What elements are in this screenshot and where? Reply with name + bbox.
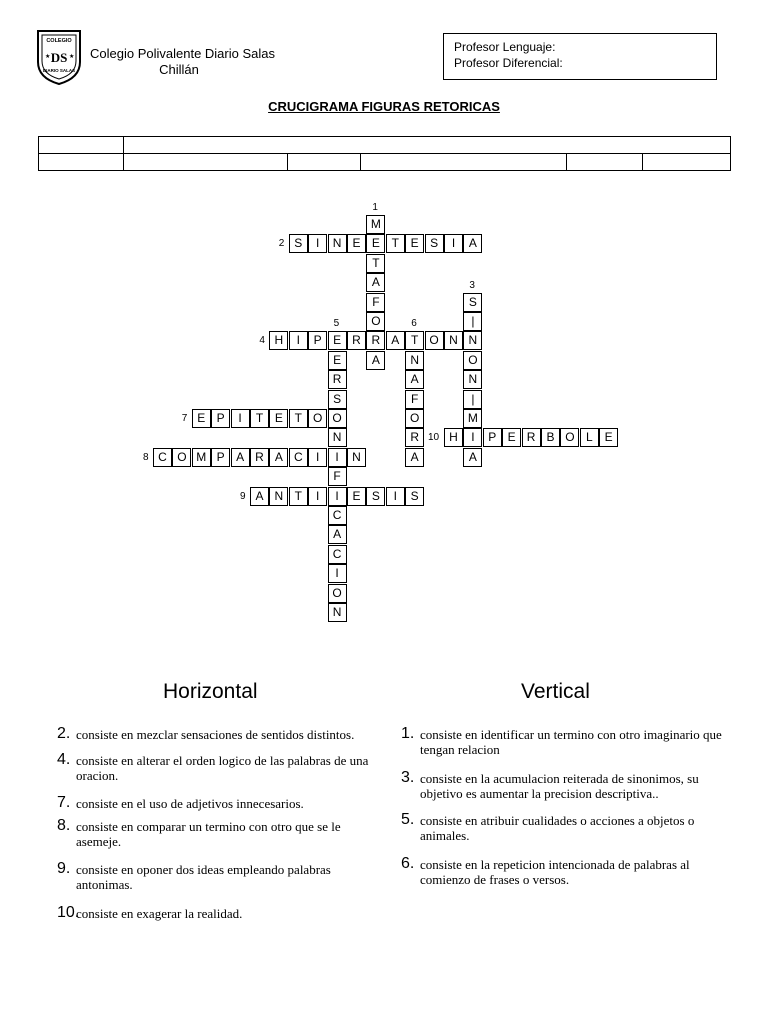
clue-text: consiste en el uso de adjetivos innecesarios. xyxy=(76,796,304,811)
form-cell[interactable] xyxy=(124,137,731,154)
crossword-cell[interactable]: I xyxy=(328,448,347,467)
crossword-number: 9 xyxy=(240,490,246,502)
form-cell[interactable] xyxy=(361,154,567,171)
crossword-cell[interactable]: F xyxy=(405,390,424,409)
crossword-cell[interactable]: R xyxy=(522,428,541,447)
clue-number: 8. xyxy=(57,817,71,834)
crossword-cell[interactable]: E xyxy=(269,409,288,428)
crossword-cell[interactable]: T xyxy=(366,254,385,273)
crossword-cell[interactable]: I xyxy=(289,331,308,350)
crossword-cell[interactable]: C xyxy=(328,545,347,564)
crossword-cell[interactable]: N xyxy=(405,351,424,370)
teachers-box xyxy=(443,33,717,80)
crossword-cell[interactable]: A xyxy=(366,351,385,370)
clue-number: 10. xyxy=(57,904,80,921)
crossword-cell[interactable]: O xyxy=(560,428,579,447)
crossword-cell[interactable]: E xyxy=(599,428,618,447)
crossword-cell[interactable]: O xyxy=(425,331,444,350)
crossword-cell[interactable]: I xyxy=(444,234,463,253)
crossword-cell[interactable]: T xyxy=(250,409,269,428)
crossword-cell[interactable]: M xyxy=(463,409,482,428)
crossword-number: 8 xyxy=(143,451,149,463)
crossword-number: 6 xyxy=(411,318,417,330)
crossword-cell[interactable]: T xyxy=(289,487,308,506)
clue-number: 9. xyxy=(57,860,71,877)
crossword-cell[interactable]: O xyxy=(463,351,482,370)
crossword-cell[interactable]: E xyxy=(502,428,521,447)
page-title: CRUCIGRAMA FIGURAS RETORICAS xyxy=(268,99,500,114)
crossword-cell[interactable]: N xyxy=(328,234,347,253)
crossword-cell[interactable]: R xyxy=(250,448,269,467)
horizontal-clue xyxy=(57,817,376,849)
crossword-cell[interactable]: I xyxy=(231,409,250,428)
form-cell[interactable] xyxy=(288,154,361,171)
crossword-cell[interactable]: I xyxy=(328,487,347,506)
form-cell[interactable] xyxy=(643,154,731,171)
clue-text: consiste en atribuir cualidades o acciones a objetos o animales. xyxy=(420,813,695,843)
clue-number: 2. xyxy=(57,725,71,742)
school-info xyxy=(90,46,275,78)
clue-number: 3. xyxy=(401,769,415,786)
crossword-cell[interactable]: | xyxy=(463,312,482,331)
form-cell[interactable] xyxy=(124,154,288,171)
crossword-cell[interactable]: H xyxy=(269,331,288,350)
school-crest-logo xyxy=(35,28,83,86)
crossword-cell[interactable]: I xyxy=(463,428,482,447)
clue-text: consiste en comparar un termino con otro que se le asemeje. xyxy=(76,819,341,849)
clue-number: 6. xyxy=(401,855,415,872)
crossword-cell[interactable]: I xyxy=(386,487,405,506)
svg-text:★: ★ xyxy=(45,53,51,60)
clue-text: consiste en la acumulacion reiterada de sinonimos, su objetivo es aumentar la precision descriptiva.. xyxy=(420,771,699,801)
crossword-cell[interactable]: M xyxy=(192,448,211,467)
horizontal-clue xyxy=(57,751,396,783)
clue-number: 4. xyxy=(57,751,71,768)
crossword-cell[interactable]: E xyxy=(366,234,385,253)
crossword-number: 3 xyxy=(469,279,475,291)
crossword-cell[interactable]: E xyxy=(192,409,211,428)
school-city: Chillán xyxy=(159,62,199,77)
crossword-cell[interactable]: M xyxy=(366,215,385,234)
crossword-cell[interactable]: S xyxy=(328,390,347,409)
teacher-differential-label: Profesor Diferencial: xyxy=(454,56,563,70)
crossword-cell[interactable]: S xyxy=(405,487,424,506)
crossword-cell[interactable]: T xyxy=(289,409,308,428)
crossword-cell[interactable]: L xyxy=(580,428,599,447)
crossword-cell[interactable]: S xyxy=(289,234,308,253)
crossword-cell[interactable]: I xyxy=(308,234,327,253)
logo-text-bottom: DIARIO SALAS xyxy=(42,68,76,73)
crossword-cell[interactable]: A xyxy=(405,370,424,389)
crossword-cell[interactable]: A xyxy=(269,448,288,467)
crossword-cell[interactable]: | xyxy=(463,390,482,409)
crossword-cell[interactable]: T xyxy=(386,234,405,253)
crossword-cell[interactable]: H xyxy=(444,428,463,447)
crossword-cell[interactable]: N xyxy=(328,428,347,447)
crossword-cell[interactable]: E xyxy=(328,351,347,370)
crossword-number: 4 xyxy=(259,335,265,347)
horizontal-clue xyxy=(57,794,396,811)
crossword-cell[interactable]: E xyxy=(347,234,366,253)
crossword-cell[interactable]: E xyxy=(328,331,347,350)
form-cell[interactable] xyxy=(567,154,643,171)
crossword-cell[interactable]: R xyxy=(347,331,366,350)
crossword-cell[interactable]: O xyxy=(366,312,385,331)
crossword-cell[interactable]: P xyxy=(211,448,230,467)
clue-text: consiste en exagerar la realidad. xyxy=(76,906,243,921)
form-cell[interactable] xyxy=(39,154,124,171)
crossword-cell[interactable]: I xyxy=(308,487,327,506)
crossword-cell[interactable]: P xyxy=(308,331,327,350)
vertical-clue xyxy=(401,725,730,757)
crossword-number: 2 xyxy=(278,238,285,250)
crossword-cell[interactable]: O xyxy=(308,409,327,428)
horizontal-clue xyxy=(57,860,376,892)
crossword-cell[interactable]: F xyxy=(366,293,385,312)
crossword-cell[interactable]: A xyxy=(231,448,250,467)
clue-number: 7. xyxy=(57,794,71,811)
crossword-cell[interactable]: S xyxy=(425,234,444,253)
crossword-cell[interactable]: N xyxy=(463,370,482,389)
crossword-number: 7 xyxy=(181,413,188,424)
clue-text: consiste en mezclar sensaciones de sentidos distintos. xyxy=(76,727,355,742)
crossword-cell[interactable]: T xyxy=(405,331,424,350)
crossword-cell[interactable]: O xyxy=(328,584,347,603)
crossword-cell[interactable]: A xyxy=(328,525,347,544)
crossword-cell[interactable]: N xyxy=(463,331,482,350)
crossword-cell[interactable]: O xyxy=(328,409,347,428)
form-cell[interactable] xyxy=(39,137,124,154)
crossword-cell[interactable]: A xyxy=(463,448,482,467)
form-row xyxy=(39,137,731,154)
logo-text-mid: DS xyxy=(50,50,68,65)
crossword-number: 10 xyxy=(428,432,440,444)
horizontal-title: Horizontal xyxy=(163,680,258,703)
crossword-number: 1 xyxy=(372,202,378,213)
crossword-cell[interactable]: A xyxy=(250,487,269,506)
crossword-cell[interactable]: I xyxy=(328,564,347,583)
crossword-cell[interactable]: A xyxy=(463,234,482,253)
crossword-number: 5 xyxy=(333,318,340,330)
clue-text: consiste en oponer dos ideas empleando palabras antonimas. xyxy=(76,862,331,892)
crossword-cell[interactable]: R xyxy=(328,370,347,389)
logo-text-top: COLEGIO xyxy=(46,38,72,44)
vertical-clue xyxy=(401,769,730,801)
school-name: Colegio Polivalente Diario Salas xyxy=(90,46,275,61)
crossword-cell[interactable]: R xyxy=(405,428,424,447)
crossword-cell[interactable]: R xyxy=(366,331,385,350)
svg-text:★: ★ xyxy=(69,53,75,60)
crossword-cell[interactable]: N xyxy=(269,487,288,506)
vertical-title: Vertical xyxy=(521,680,590,703)
crossword-cell[interactable]: P xyxy=(483,428,502,447)
horizontal-clue xyxy=(57,904,396,921)
crossword-cell[interactable]: O xyxy=(172,448,191,467)
crossword-cell[interactable]: E xyxy=(405,234,424,253)
clue-text: consiste en alterar el orden logico de las palabras de una oracion. xyxy=(76,753,369,783)
clue-number: 5. xyxy=(401,811,415,828)
crossword-cell[interactable]: N xyxy=(328,603,347,622)
crossword-cell[interactable]: F xyxy=(328,467,347,486)
crossword-cell[interactable]: N xyxy=(347,448,366,467)
crossword-cell[interactable]: B xyxy=(541,428,560,447)
crossword-cell[interactable]: I xyxy=(308,448,327,467)
clue-number: 1. xyxy=(401,725,415,742)
student-info-table xyxy=(38,136,731,171)
vertical-clue xyxy=(401,855,730,887)
crossword-cell[interactable]: P xyxy=(211,409,230,428)
crossword-cell[interactable]: E xyxy=(347,487,366,506)
crossword-cell[interactable]: O xyxy=(405,409,424,428)
horizontal-clue xyxy=(57,725,396,742)
crossword-cell[interactable]: C xyxy=(153,448,172,467)
vertical-clue xyxy=(401,811,720,843)
clue-text: consiste en la repeticion intencionada de palabras al comienzo de frases o versos. xyxy=(420,857,690,887)
teacher-language-label: Profesor Lenguaje: xyxy=(454,40,556,54)
crossword-cell[interactable]: A xyxy=(366,273,385,292)
crossword-cell[interactable]: A xyxy=(386,331,405,350)
crossword-cell[interactable]: C xyxy=(289,448,308,467)
crossword-cell[interactable]: S xyxy=(463,293,482,312)
crossword-cell[interactable]: S xyxy=(366,487,385,506)
clue-text: consiste en identificar un termino con otro imaginario que tengan relacion xyxy=(420,727,722,757)
crossword-cell[interactable]: C xyxy=(328,506,347,525)
form-row xyxy=(39,154,731,171)
crossword-cell[interactable]: N xyxy=(444,331,463,350)
crossword-cell[interactable]: A xyxy=(405,448,424,467)
